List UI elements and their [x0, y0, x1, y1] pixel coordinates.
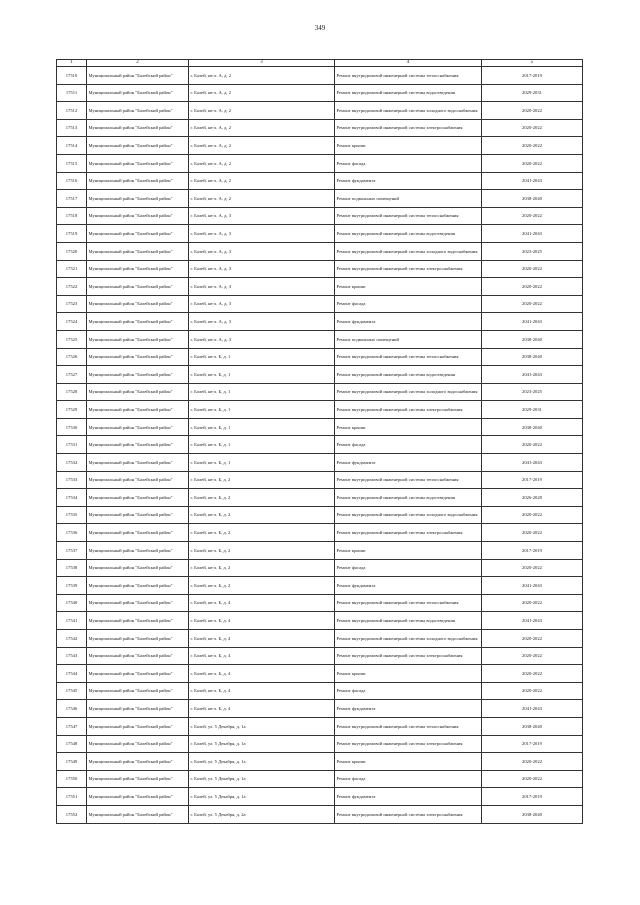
municipality-cell: Муниципальный район "Балейский район" — [87, 278, 189, 296]
header-col-5: 5 — [482, 60, 583, 67]
municipality-cell: Муниципальный район "Балейский район" — [87, 559, 189, 577]
table-row — [57, 383, 583, 401]
period-cell: 2020-2022 — [482, 630, 583, 648]
address-cell: г. Балей, кв-л. А, д. 3 — [189, 242, 335, 260]
municipality-cell: Муниципальный район "Балейский район" — [87, 366, 189, 384]
row-number-cell: 17534 — [57, 489, 87, 507]
period-cell: 2041-2043 — [482, 172, 583, 190]
municipality-cell: Муниципальный район "Балейский район" — [87, 313, 189, 331]
work-type-cell: Ремонт внутридомовой инженерной системы водоотведения — [335, 612, 482, 630]
table-row — [57, 524, 583, 542]
municipality-cell: Муниципальный район "Балейский район" — [87, 137, 189, 155]
work-type-cell: Ремонт фасада — [335, 295, 482, 313]
period-cell: 2038-2040 — [482, 330, 583, 348]
municipality-cell: Муниципальный район "Балейский район" — [87, 84, 189, 102]
address-cell: г. Балей, кв-л. Б, д. 4 — [189, 612, 335, 630]
row-number-cell: 17552 — [57, 805, 87, 823]
work-type-cell: Ремонт внутридомовой инженерной системы холодного водоснабжения — [335, 383, 482, 401]
table-row — [57, 717, 583, 735]
municipality-cell: Муниципальный район "Балейский район" — [87, 788, 189, 806]
municipality-cell: Муниципальный район "Балейский район" — [87, 524, 189, 542]
address-cell: г. Балей, кв-л. А, д. 3 — [189, 313, 335, 331]
work-type-cell: Ремонт фундамента — [335, 313, 482, 331]
municipality-cell: Муниципальный район "Балейский район" — [87, 489, 189, 507]
table-row — [57, 207, 583, 225]
table-row — [57, 647, 583, 665]
municipality-cell: Муниципальный район "Балейский район" — [87, 172, 189, 190]
address-cell: г. Балей, ул. 5 Декабря, д. 1а — [189, 753, 335, 771]
row-number-cell: 17513 — [57, 119, 87, 137]
header-col-1: 1 — [57, 60, 87, 67]
address-cell: г. Балей, кв-л. А, д. 3 — [189, 260, 335, 278]
period-cell: 2020-2022 — [482, 119, 583, 137]
work-type-cell: Ремонт внутридомовой инженерной системы холодного водоснабжения — [335, 630, 482, 648]
municipality-cell: Муниципальный район "Балейский район" — [87, 594, 189, 612]
address-cell: г. Балей, кв-л. Б, д. 1 — [189, 454, 335, 472]
municipality-cell: Муниципальный район "Балейский район" — [87, 577, 189, 595]
address-cell: г. Балей, ул. 5 Декабря, д. 1а — [189, 770, 335, 788]
table-header — [57, 60, 583, 67]
municipality-cell: Муниципальный район "Балейский район" — [87, 401, 189, 419]
row-number-cell: 17536 — [57, 524, 87, 542]
municipality-cell: Муниципальный район "Балейский район" — [87, 630, 189, 648]
work-type-cell: Ремонт фасада — [335, 682, 482, 700]
address-cell: г. Балей, кв-л. А, д. 2 — [189, 84, 335, 102]
work-type-cell: Ремонт внутридомовой инженерной системы водоотведения — [335, 225, 482, 243]
work-type-cell: Ремонт фундамента — [335, 577, 482, 595]
municipality-cell: Муниципальный район "Балейский район" — [87, 436, 189, 454]
row-number-cell: 17528 — [57, 383, 87, 401]
address-cell: г. Балей, кв-л. А, д. 2 — [189, 137, 335, 155]
municipality-cell: Муниципальный район "Балейский район" — [87, 190, 189, 208]
row-number-cell: 17516 — [57, 172, 87, 190]
period-cell: 2041-2043 — [482, 612, 583, 630]
work-type-cell: Ремонт крыши — [335, 137, 482, 155]
work-type-cell: Ремонт крыши — [335, 753, 482, 771]
address-cell: г. Балей, кв-л. Б, д. 1 — [189, 383, 335, 401]
row-number-cell: 17544 — [57, 665, 87, 683]
table-row — [57, 366, 583, 384]
period-cell: 2023-2025 — [482, 383, 583, 401]
row-number-cell: 17510 — [57, 67, 87, 85]
work-type-cell: Ремонт внутридомовой инженерной системы электроснабжения — [335, 524, 482, 542]
table-row — [57, 577, 583, 595]
table-row — [57, 260, 583, 278]
row-number-cell: 17523 — [57, 295, 87, 313]
address-cell: г. Балей, кв-л. Б, д. 4 — [189, 700, 335, 718]
municipality-cell: Муниципальный район "Балейский район" — [87, 770, 189, 788]
period-cell: 2020-2022 — [482, 102, 583, 120]
municipality-cell: Муниципальный район "Балейский район" — [87, 700, 189, 718]
address-cell: г. Балей, кв-л. А, д. 3 — [189, 207, 335, 225]
row-number-cell: 17521 — [57, 260, 87, 278]
header-row — [57, 60, 583, 67]
row-number-cell: 17524 — [57, 313, 87, 331]
table-row — [57, 172, 583, 190]
work-type-cell: Ремонт фундамента — [335, 788, 482, 806]
header-col-4: 4 — [335, 60, 482, 67]
address-cell: г. Балей, кв-л. А, д. 3 — [189, 225, 335, 243]
address-cell: г. Балей, кв-л. Б, д. 1 — [189, 401, 335, 419]
period-cell: 2020-2022 — [482, 154, 583, 172]
municipality-cell: Муниципальный район "Балейский район" — [87, 225, 189, 243]
period-cell: 2023-2025 — [482, 242, 583, 260]
address-cell: г. Балей, кв-л. Б, д. 4 — [189, 682, 335, 700]
municipality-cell: Муниципальный район "Балейский район" — [87, 682, 189, 700]
row-number-cell: 17539 — [57, 577, 87, 595]
address-cell: г. Балей, кв-л. Б, д. 2 — [189, 542, 335, 560]
period-cell: 2020-2022 — [482, 137, 583, 155]
work-type-cell: Ремонт внутридомовой инженерной системы водоотведения — [335, 366, 482, 384]
table-row — [57, 102, 583, 120]
address-cell: г. Балей, кв-л. Б, д. 4 — [189, 665, 335, 683]
work-type-cell: Ремонт фундамента — [335, 172, 482, 190]
address-cell: г. Балей, кв-л. Б, д. 2 — [189, 471, 335, 489]
period-cell: 2020-2022 — [482, 278, 583, 296]
work-type-cell: Ремонт внутридомовой инженерной системы электроснабжения — [335, 260, 482, 278]
address-cell: г. Балей, ул. 5 Декабря, д. 1а — [189, 735, 335, 753]
table-row — [57, 788, 583, 806]
table-row — [57, 735, 583, 753]
row-number-cell: 17551 — [57, 788, 87, 806]
address-cell: г. Балей, кв-л. А, д. 3 — [189, 278, 335, 296]
period-cell: 2020-2022 — [482, 665, 583, 683]
row-number-cell: 17520 — [57, 242, 87, 260]
work-type-cell: Ремонт фундамента — [335, 454, 482, 472]
table-row — [57, 682, 583, 700]
address-cell: г. Балей, кв-л. Б, д. 1 — [189, 366, 335, 384]
period-cell: 2020-2022 — [482, 295, 583, 313]
municipality-cell: Муниципальный район "Балейский район" — [87, 418, 189, 436]
period-cell: 2029-2031 — [482, 84, 583, 102]
period-cell: 2038-2040 — [482, 805, 583, 823]
period-cell: 2038-2040 — [482, 190, 583, 208]
address-cell: г. Балей, кв-л. А, д. 2 — [189, 154, 335, 172]
row-number-cell: 17525 — [57, 330, 87, 348]
municipality-cell: Муниципальный район "Балейский район" — [87, 102, 189, 120]
municipality-cell: Муниципальный район "Балейский район" — [87, 454, 189, 472]
municipality-cell: Муниципальный район "Балейский район" — [87, 242, 189, 260]
table-row — [57, 770, 583, 788]
address-cell: г. Балей, кв-л. Б, д. 4 — [189, 630, 335, 648]
period-cell: 2017-2019 — [482, 735, 583, 753]
period-cell: 2038-2040 — [482, 717, 583, 735]
table-row — [57, 436, 583, 454]
work-type-cell: Ремонт крыши — [335, 665, 482, 683]
table-row — [57, 119, 583, 137]
work-type-cell: Ремонт внутридомовой инженерной системы холодного водоснабжения — [335, 506, 482, 524]
row-number-cell: 17514 — [57, 137, 87, 155]
municipality-cell: Муниципальный район "Балейский район" — [87, 119, 189, 137]
address-cell: г. Балей, кв-л. Б, д. 1 — [189, 348, 335, 366]
table-row — [57, 612, 583, 630]
municipality-cell: Муниципальный район "Балейский район" — [87, 260, 189, 278]
address-cell: г. Балей, кв-л. Б, д. 2 — [189, 577, 335, 595]
table-row — [57, 471, 583, 489]
municipality-cell: Муниципальный район "Балейский район" — [87, 348, 189, 366]
period-cell: 2038-2040 — [482, 348, 583, 366]
address-cell: г. Балей, кв-л. А, д. 2 — [189, 119, 335, 137]
row-number-cell: 17519 — [57, 225, 87, 243]
work-type-cell: Ремонт внутридомовой инженерной системы теплоснабжения — [335, 594, 482, 612]
row-number-cell: 17547 — [57, 717, 87, 735]
work-type-cell: Ремонт подвальных помещений — [335, 330, 482, 348]
municipality-cell: Муниципальный район "Балейский район" — [87, 67, 189, 85]
row-number-cell: 17511 — [57, 84, 87, 102]
work-type-cell: Ремонт фундамента — [335, 700, 482, 718]
table-row — [57, 348, 583, 366]
municipality-cell: Муниципальный район "Балейский район" — [87, 612, 189, 630]
period-cell: 2026-2028 — [482, 489, 583, 507]
row-number-cell: 17515 — [57, 154, 87, 172]
municipality-cell: Муниципальный район "Балейский район" — [87, 805, 189, 823]
period-cell: 2041-2043 — [482, 700, 583, 718]
row-number-cell: 17543 — [57, 647, 87, 665]
table-row — [57, 454, 583, 472]
table-row — [57, 630, 583, 648]
row-number-cell: 17535 — [57, 506, 87, 524]
row-number-cell: 17542 — [57, 630, 87, 648]
address-cell: г. Балей, кв-л. Б, д. 2 — [189, 524, 335, 542]
address-cell: г. Балей, кв-л. А, д. 3 — [189, 330, 335, 348]
municipality-cell: Муниципальный район "Балейский район" — [87, 295, 189, 313]
period-cell: 2041-2043 — [482, 577, 583, 595]
address-cell: г. Балей, кв-л. Б, д. 2 — [189, 559, 335, 577]
table-row — [57, 67, 583, 85]
table-row — [57, 225, 583, 243]
row-number-cell: 17526 — [57, 348, 87, 366]
table-row — [57, 190, 583, 208]
row-number-cell: 17532 — [57, 454, 87, 472]
period-cell: 2020-2022 — [482, 770, 583, 788]
municipality-cell: Муниципальный район "Балейский район" — [87, 330, 189, 348]
address-cell: г. Балей, кв-л. Б, д. 2 — [189, 489, 335, 507]
work-type-cell: Ремонт внутридомовой инженерной системы теплоснабжения — [335, 348, 482, 366]
table-row — [57, 665, 583, 683]
work-type-cell: Ремонт внутридомовой инженерной системы теплоснабжения — [335, 471, 482, 489]
table-row — [57, 242, 583, 260]
row-number-cell: 17512 — [57, 102, 87, 120]
work-type-cell: Ремонт внутридомовой инженерной системы электроснабжения — [335, 401, 482, 419]
period-cell: 2020-2022 — [482, 753, 583, 771]
table-row — [57, 506, 583, 524]
municipality-cell: Муниципальный район "Балейский район" — [87, 647, 189, 665]
period-cell: 2020-2022 — [482, 207, 583, 225]
repair-register-table — [56, 59, 583, 824]
period-cell: 2020-2022 — [482, 559, 583, 577]
address-cell: г. Балей, кв-л. А, д. 2 — [189, 190, 335, 208]
address-cell: г. Балей, ул. 5 Декабря, д. 1а — [189, 788, 335, 806]
work-type-cell: Ремонт крыши — [335, 278, 482, 296]
municipality-cell: Муниципальный район "Балейский район" — [87, 154, 189, 172]
work-type-cell: Ремонт внутридомовой инженерной системы холодного водоснабжения — [335, 102, 482, 120]
table-row — [57, 805, 583, 823]
table-row — [57, 137, 583, 155]
row-number-cell: 17531 — [57, 436, 87, 454]
work-type-cell: Ремонт внутридомовой инженерной системы теплоснабжения — [335, 717, 482, 735]
address-cell: г. Балей, кв-л. Б, д. 4 — [189, 594, 335, 612]
row-number-cell: 17550 — [57, 770, 87, 788]
period-cell: 2029-2031 — [482, 401, 583, 419]
work-type-cell: Ремонт внутридомовой инженерной системы электроснабжения — [335, 735, 482, 753]
work-type-cell: Ремонт внутридомовой инженерной системы электроснабжения — [335, 119, 482, 137]
table-row — [57, 84, 583, 102]
row-number-cell: 17548 — [57, 735, 87, 753]
address-cell: г. Балей, кв-л. А, д. 2 — [189, 67, 335, 85]
municipality-cell: Муниципальный район "Балейский район" — [87, 383, 189, 401]
table-row — [57, 753, 583, 771]
header-col-2: 2 — [87, 60, 189, 67]
period-cell: 2020-2022 — [482, 260, 583, 278]
municipality-cell: Муниципальный район "Балейский район" — [87, 207, 189, 225]
period-cell: 2017-2019 — [482, 67, 583, 85]
row-number-cell: 17540 — [57, 594, 87, 612]
table-row — [57, 313, 583, 331]
period-cell: 2041-2043 — [482, 454, 583, 472]
work-type-cell: Ремонт фасада — [335, 770, 482, 788]
work-type-cell: Ремонт крыши — [335, 542, 482, 560]
work-type-cell: Ремонт внутридомовой инженерной системы теплоснабжения — [335, 207, 482, 225]
address-cell: г. Балей, кв-л. Б, д. 1 — [189, 436, 335, 454]
municipality-cell: Муниципальный район "Балейский район" — [87, 753, 189, 771]
address-cell: г. Балей, кв-л. А, д. 2 — [189, 172, 335, 190]
period-cell: 2041-2043 — [482, 225, 583, 243]
table-row — [57, 594, 583, 612]
address-cell: г. Балей, кв-л. А, д. 3 — [189, 295, 335, 313]
table-row — [57, 154, 583, 172]
period-cell: 2017-2019 — [482, 542, 583, 560]
work-type-cell: Ремонт крыши — [335, 418, 482, 436]
period-cell: 2020-2022 — [482, 524, 583, 542]
period-cell: 2020-2022 — [482, 682, 583, 700]
row-number-cell: 17533 — [57, 471, 87, 489]
row-number-cell: 17527 — [57, 366, 87, 384]
municipality-cell: Муниципальный район "Балейский район" — [87, 665, 189, 683]
table-row — [57, 295, 583, 313]
table-row — [57, 489, 583, 507]
municipality-cell: Муниципальный район "Балейский район" — [87, 717, 189, 735]
period-cell: 2041-2043 — [482, 313, 583, 331]
work-type-cell: Ремонт подвальных помещений — [335, 190, 482, 208]
row-number-cell: 17546 — [57, 700, 87, 718]
work-type-cell: Ремонт фасада — [335, 559, 482, 577]
address-cell: г. Балей, кв-л. Б, д. 4 — [189, 647, 335, 665]
work-type-cell: Ремонт фасада — [335, 436, 482, 454]
row-number-cell: 17538 — [57, 559, 87, 577]
row-number-cell: 17537 — [57, 542, 87, 560]
period-cell: 2017-2019 — [482, 471, 583, 489]
address-cell: г. Балей, кв-л. Б, д. 1 — [189, 418, 335, 436]
municipality-cell: Муниципальный район "Балейский район" — [87, 506, 189, 524]
row-number-cell: 17541 — [57, 612, 87, 630]
table-row — [57, 330, 583, 348]
period-cell: 2020-2022 — [482, 436, 583, 454]
address-cell: г. Балей, ул. 5 Декабря, д. 2а — [189, 805, 335, 823]
address-cell: г. Балей, ул. 5 Декабря, д. 1а — [189, 717, 335, 735]
period-cell: 2041-2043 — [482, 366, 583, 384]
row-number-cell: 17522 — [57, 278, 87, 296]
table-body — [57, 67, 583, 824]
work-type-cell: Ремонт внутридомовой инженерной системы водоотведения — [335, 84, 482, 102]
row-number-cell: 17529 — [57, 401, 87, 419]
row-number-cell: 17517 — [57, 190, 87, 208]
table-row — [57, 418, 583, 436]
period-cell: 2020-2022 — [482, 647, 583, 665]
address-cell: г. Балей, кв-л. А, д. 2 — [189, 102, 335, 120]
table-row — [57, 401, 583, 419]
work-type-cell: Ремонт фасада — [335, 154, 482, 172]
row-number-cell: 17518 — [57, 207, 87, 225]
work-type-cell: Ремонт внутридомовой инженерной системы электроснабжения — [335, 647, 482, 665]
municipality-cell: Муниципальный район "Балейский район" — [87, 735, 189, 753]
table-row — [57, 542, 583, 560]
period-cell: 2020-2022 — [482, 506, 583, 524]
work-type-cell: Ремонт внутридомовой инженерной системы теплоснабжения — [335, 67, 482, 85]
row-number-cell: 17549 — [57, 753, 87, 771]
table-row — [57, 700, 583, 718]
work-type-cell: Ремонт внутридомовой инженерной системы водоотведения — [335, 489, 482, 507]
period-cell: 2020-2022 — [482, 594, 583, 612]
table-row — [57, 559, 583, 577]
municipality-cell: Муниципальный район "Балейский район" — [87, 471, 189, 489]
row-number-cell: 17530 — [57, 418, 87, 436]
page-number: 349 — [314, 24, 326, 32]
municipality-cell: Муниципальный район "Балейский район" — [87, 542, 189, 560]
address-cell: г. Балей, кв-л. Б, д. 2 — [189, 506, 335, 524]
header-col-3: 3 — [189, 60, 335, 67]
row-number-cell: 17545 — [57, 682, 87, 700]
period-cell: 2038-2040 — [482, 418, 583, 436]
table-row — [57, 278, 583, 296]
period-cell: 2017-2019 — [482, 788, 583, 806]
work-type-cell: Ремонт внутридомовой инженерной системы электроснабжения — [335, 805, 482, 823]
work-type-cell: Ремонт внутридомовой инженерной системы холодного водоснабжения — [335, 242, 482, 260]
